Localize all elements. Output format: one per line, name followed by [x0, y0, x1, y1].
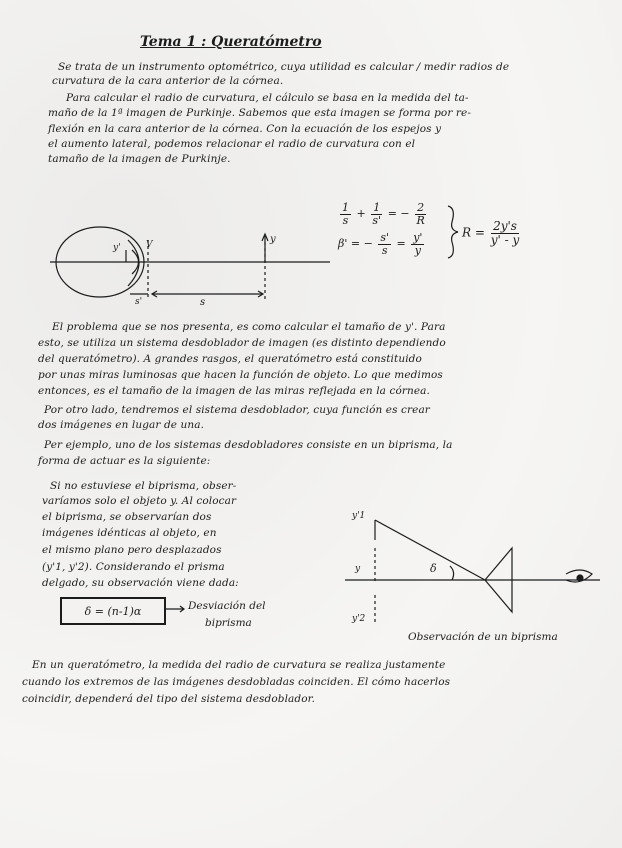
- text-line: el biprisma, se observarían dos: [42, 511, 212, 523]
- diagram1-label-s-prime: s': [135, 297, 143, 307]
- text-line: tamaño de la imagen de Purkinje.: [48, 153, 231, 165]
- text-line: el mismo plano pero desplazados: [42, 544, 222, 556]
- diagram2-label-delta: δ: [430, 562, 437, 575]
- text-line: Para calcular el radio de curvatura, el cálculo se basa en la medida del ta-: [66, 92, 469, 104]
- radius-result-equation: R = $\frac{2y's}{y' - y}$: [462, 219, 520, 247]
- eye-diagram: [50, 227, 330, 300]
- text-line: Per ejemplo, uno de los sistemas desdobladores consiste en un biprisma, la: [44, 439, 453, 451]
- diagram2-caption: Observación de un biprisma: [408, 631, 558, 643]
- cornea-outline: [128, 240, 139, 286]
- mirror-equation: $\frac{1}{s}$ + $\frac{1}{s'}$ = − $\frac{2}{R}$: [342, 201, 425, 227]
- text-line: cuando los extremos de las imágenes desdobladas coinciden. El cómo hacerlos: [22, 676, 451, 688]
- formula-caption-line1: Desviación del: [188, 600, 266, 612]
- text-line: El problema que se nos presenta, es como calcular el tamaño de y'. Para: [52, 321, 446, 333]
- biprism-diagram: [345, 520, 600, 625]
- text-line: el aumento lateral, podemos relacionar el radio de curvatura con el: [48, 138, 416, 150]
- diagram1-label-y: y: [270, 234, 276, 245]
- text-line: flexión en la cara anterior de la córnea. Con la ecuación de los espejos y: [48, 123, 442, 135]
- diagram2-label-y: y: [355, 564, 361, 574]
- lateral-magnification-equation: β' = − $\frac{s'}{s}$ = $\frac{y'}{y}$: [338, 231, 423, 257]
- text-line: por unas miras luminosas que hacen la función de objeto. Lo que medimos: [38, 369, 443, 381]
- diagram1-label-y-prime: y': [113, 243, 121, 253]
- diagram2-label-y1: y'1: [352, 511, 366, 521]
- text-line: entonces, es el tamaño de la imagen de las miras reflejada en la córnea.: [38, 385, 430, 397]
- text-line: imágenes idénticas al objeto, en: [42, 527, 217, 539]
- formula-arrow-icon: [164, 606, 184, 612]
- delta-angle-arc: [450, 566, 454, 580]
- text-line: forma de actuar es la siguiente:: [38, 455, 211, 467]
- text-line: (y'1, y'2). Considerando el prisma: [42, 561, 225, 573]
- brace-mark: [448, 206, 458, 258]
- text-line: Por otro lado, tendremos el sistema desdoblador, cuya función es crear: [44, 404, 430, 416]
- deviated-ray: [375, 520, 485, 580]
- text-line: Si no estuviese el biprisma, obser-: [50, 480, 237, 492]
- diagram1-label-s: s: [200, 297, 206, 308]
- text-line: coincidir, dependerá del tipo del sistema desdoblador.: [22, 693, 316, 705]
- observer-pupil: [577, 575, 583, 581]
- text-line: varíamos solo el objeto y. Al colocar: [42, 495, 237, 507]
- text-line: esto, se utiliza un sistema desdoblador de imagen (es distinto dependiendo: [38, 337, 446, 349]
- page-title: Tema 1 : Queratómetro: [140, 34, 322, 50]
- text-line: del queratómetro). A grandes rasgos, el queratómetro está constituido: [38, 353, 422, 365]
- prism-deviation-formula: δ = (n-1)α: [60, 597, 166, 625]
- diagram2-label-y2: y'2: [352, 614, 366, 624]
- text-line: Se trata de un instrumento optométrico, cuya utilidad es calcular / medir radios de: [58, 61, 510, 73]
- text-line: En un queratómetro, la medida del radio de curvatura se realiza justamente: [32, 659, 446, 671]
- text-line: dos imágenes en lugar de una.: [38, 419, 205, 431]
- formula-caption-line2: biprisma: [205, 617, 252, 629]
- text-line: maño de la 1ª imagen de Purkinje. Sabemos que esta imagen se forma por re-: [48, 107, 471, 119]
- diagram1-label-vertex: V: [146, 240, 153, 250]
- text-line: curvatura de la cara anterior de la córnea.: [52, 75, 284, 87]
- text-line: delgado, su observación viene dada:: [42, 577, 239, 589]
